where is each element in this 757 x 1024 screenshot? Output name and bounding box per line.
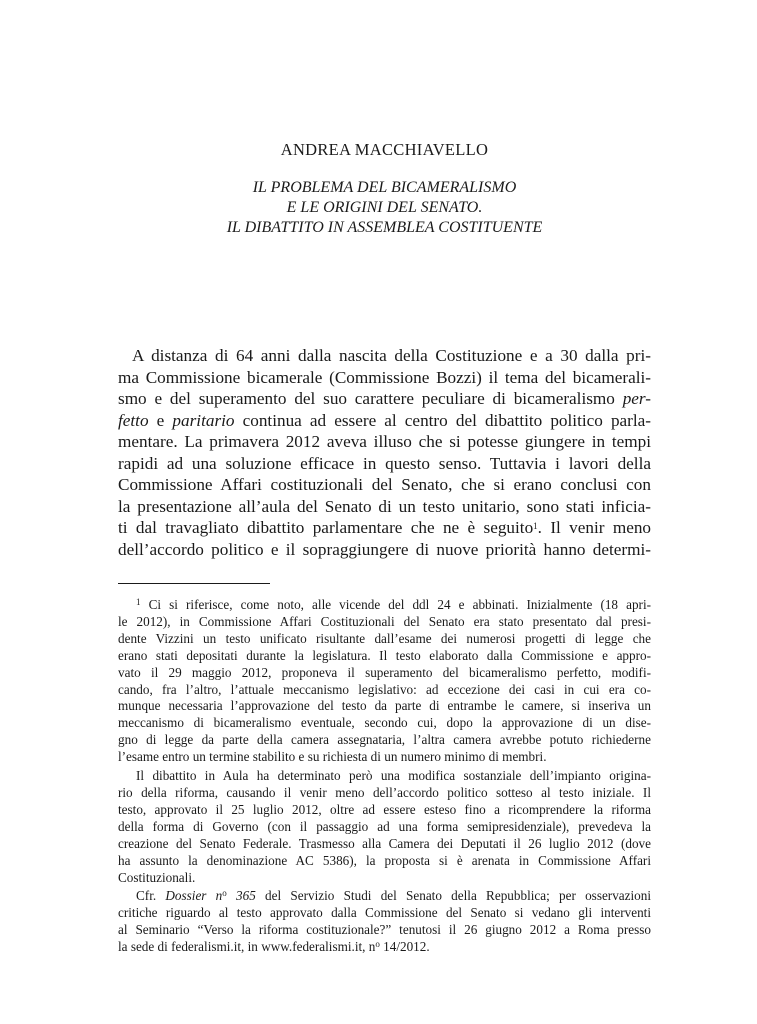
body-text-run: . Il venir meno bbox=[537, 518, 652, 537]
body-line: rapidi ad una soluzione efficace in questo senso. Tuttavia i lavori della bbox=[118, 453, 651, 473]
footnote-line bbox=[118, 888, 651, 905]
footnote-line: della forma di Governo (con il passaggio ad una forma semipresidenziale), prevedeva la bbox=[118, 818, 651, 834]
body-line: dell’accordo politico e il sopraggiungere di nuove priorità hanno determi- bbox=[118, 539, 651, 559]
body-line bbox=[118, 410, 651, 432]
body-line: Commissione Affari costituzionali del Senato, che si erano conclusi con bbox=[118, 475, 651, 494]
body-emphasis: per- bbox=[622, 389, 651, 408]
footnote-divider bbox=[118, 583, 270, 584]
footnote-text-run: Cfr. bbox=[136, 888, 157, 904]
author-name: ANDREA MACCHIAVELLO bbox=[280, 140, 489, 159]
footnote-superscript: o bbox=[375, 939, 380, 950]
body-text-run: smo e del superamento del suo carattere peculiare di bicameralismo bbox=[118, 389, 615, 408]
footnote-line: vato il 29 maggio 2012, proponeva il superamento del bicameralismo perfetto, modifi- bbox=[118, 664, 651, 680]
title-line-2: E LE ORIGINI DEL SENATO. bbox=[286, 199, 483, 216]
article-title bbox=[118, 178, 651, 238]
footnote-line: meccanismo di bicameralismo eventuale, secondo cui, dopo la approvazione di un dise- bbox=[118, 715, 651, 731]
body-text-run: continua ad essere al centro del dibattito politico parla- bbox=[242, 410, 652, 430]
body-emphasis: paritario bbox=[172, 410, 235, 430]
footnote-marker: 1 bbox=[136, 597, 141, 607]
body-line bbox=[118, 388, 651, 410]
title-line-1: IL PROBLEMA DEL BICAMERALISMO bbox=[252, 179, 517, 196]
footnote-superscript: o bbox=[222, 888, 227, 899]
footnote-line: erano stati depositati durante la legislatura. Il testo elaborato dalla Commissione e appro- bbox=[118, 647, 651, 663]
footnote-line: Costituzionali. bbox=[118, 869, 196, 885]
footnote-text-run: la sede di federalismi.it, in www.federalismi.it, n bbox=[118, 939, 376, 955]
body-line: mentare. La primavera 2012 aveva illuso che si potesse giungere in tempi bbox=[118, 432, 651, 451]
footnote-line: gno di legge da parte della camera assegnataria, l’altra camera avrebbe potuto richiederne bbox=[118, 732, 651, 748]
footnote-line: critiche riguardo al testo approvato dalla Commissione del Senato si vedano gli interventi bbox=[118, 905, 651, 921]
body-text-run: e bbox=[156, 410, 165, 430]
footnote-emphasis: 365 bbox=[226, 888, 256, 904]
footnote-line bbox=[118, 597, 651, 614]
footnote-line: dente Vizzini un testo unificato risultante dall’esame dei numerosi progetti di legge che bbox=[118, 630, 651, 646]
body-line: ma Commissione bicamerale (Commissione Bozzi) il tema del bicamerali- bbox=[118, 367, 651, 387]
body-line bbox=[118, 517, 651, 539]
footnote-text-run: Ci si riferisce, come noto, alle vicende del ddl 24 e abbinati. Inizialmente (18 apri- bbox=[148, 597, 652, 612]
document-page bbox=[118, 0, 651, 1024]
footnote-line: cando, fra l’altro, l’attuale meccanismo legislativo: ad eccezione dei casi in cui era co- bbox=[118, 681, 651, 697]
body-text-run: ti dal travagliato dibattito parlamentare che ne è seguito bbox=[118, 518, 534, 537]
footnote-paragraph bbox=[118, 888, 651, 956]
footnote-line: ha assunto la denominazione AC 5386), la proposta si è arenata in Commissione Affari bbox=[118, 852, 651, 868]
footnote-text-run: 14/2012. bbox=[379, 939, 430, 955]
footnote-line: Il dibattito in Aula ha determinato però una modifica sostanziale dell’impianto origina- bbox=[136, 768, 651, 784]
footnote-line: l’esame entro un termine stabilito e su richiesta di un numero minimo di membri. bbox=[118, 749, 547, 765]
body-emphasis: fetto bbox=[118, 410, 149, 430]
footnote-paragraph bbox=[118, 597, 651, 766]
footnote-line: le 2012), in Commissione Affari Costituzionali del Senato era stato presentato dal presi- bbox=[118, 613, 651, 629]
body-line: la presentazione all’aula del Senato di un testo unitario, sono stati inficia- bbox=[118, 496, 651, 516]
footnote-line: creazione del Senato Federale. Trasmesso alla Camera dei Deputati il 26 luglio 2012 (dove bbox=[118, 835, 651, 851]
footnote-reference[interactable]: 1 bbox=[533, 521, 538, 531]
footnote-emphasis: Dossier n bbox=[165, 888, 223, 904]
footnote-block bbox=[118, 597, 651, 958]
footnote-line: munque necessaria l’approvazione del testo da parte di entrambe le camere, si inseriva un bbox=[118, 698, 651, 714]
footnote-text-run: del Servizio Studi del Senato della Repubblica; per osservazioni bbox=[255, 888, 652, 904]
footnote-paragraph bbox=[118, 768, 651, 886]
footnote-line: rio della riforma, causando il venir meno dell’accordo politico sotteso al testo iniziale. Il bbox=[118, 784, 651, 800]
footnote-line: testo, approvato il 25 luglio 2012, oltre ad essere esteso fino a ricomprendere la riforma bbox=[118, 801, 651, 817]
footnote-line: al Seminario “Verso la riforma costituzionale?” tenutosi il 26 giugno 2012 a Roma presso bbox=[118, 922, 651, 938]
title-line-3: IL DIBATTITO IN ASSEMBLEA COSTITUENTE bbox=[226, 219, 543, 236]
body-paragraph bbox=[118, 345, 651, 560]
body-line: A distanza di 64 anni dalla nascita della Costituzione e a 30 dalla pri- bbox=[132, 346, 651, 365]
footnote-line bbox=[118, 939, 651, 956]
